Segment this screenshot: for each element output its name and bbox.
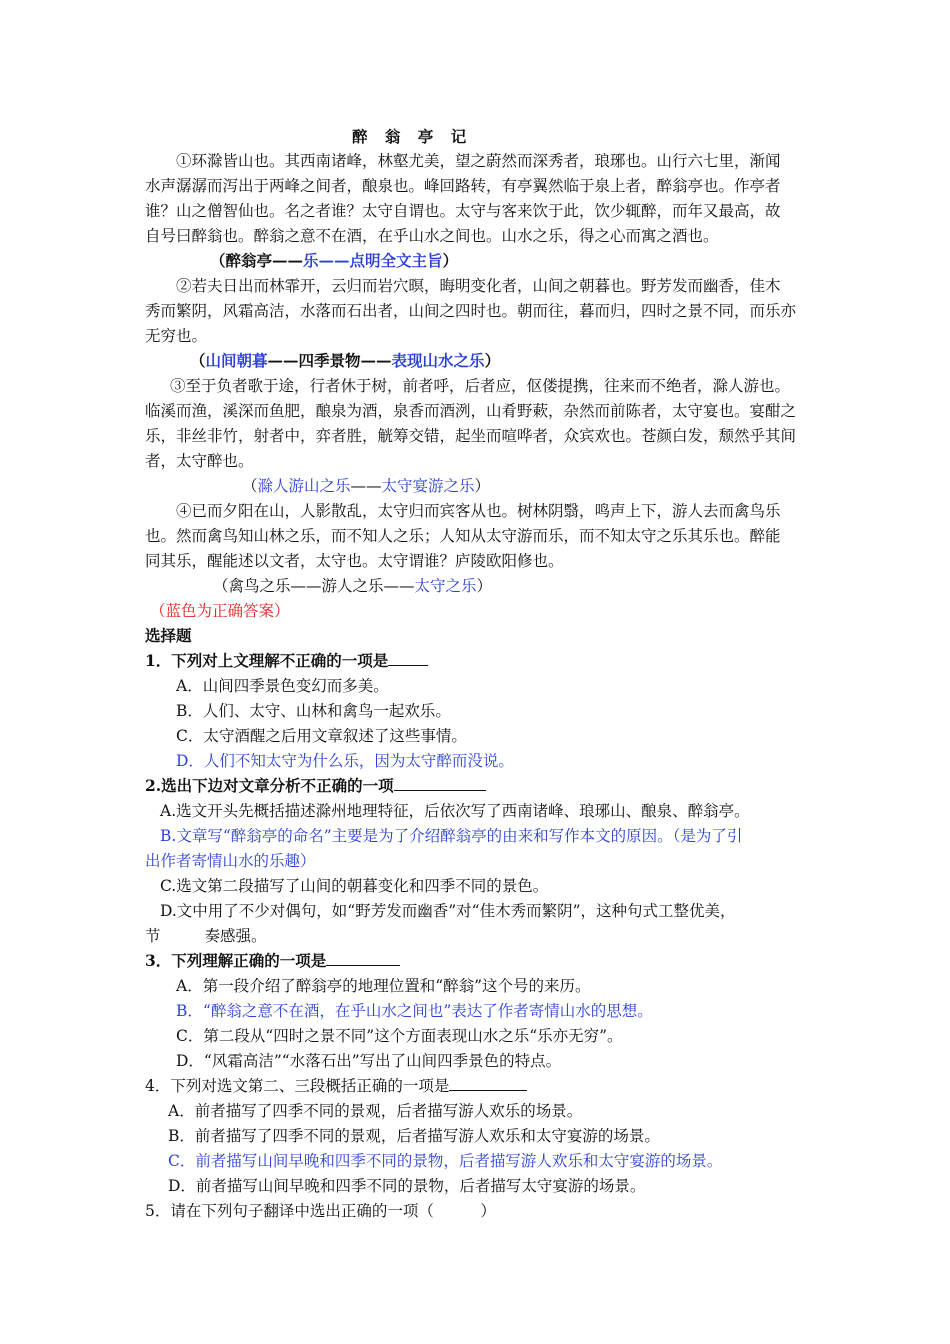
note2-close: ） <box>484 351 501 370</box>
q3-stem <box>145 950 810 972</box>
para2-line1: ②若夫日出而林霏开，云归而岩穴暝，晦明变化者，山间之朝暮也。野芳发而幽香，佳木 <box>176 277 781 295</box>
para3-line4: 者，太守醉也。 <box>145 452 254 470</box>
para4-line2: 也。然而禽鸟知山林之乐，而不知人之乐；人知从太守游而乐，而不知太守之乐其乐也。醉能 <box>145 527 781 545</box>
document-title: 醉 翁 亭 记 <box>352 128 473 146</box>
note1 <box>210 250 875 272</box>
note2-mid: ——四季景物—— <box>267 351 392 370</box>
q2-option-d-line2 <box>145 925 810 947</box>
q1-stem <box>145 650 810 672</box>
note3-blue1: 滁人游山之乐 <box>257 477 351 495</box>
q3-stem-text: 3．下列理解正确的一项是 <box>145 951 327 970</box>
note4-close: ） <box>476 577 493 595</box>
note4-blue: 太守之乐 <box>414 577 477 595</box>
q3-answer-blank <box>326 950 400 966</box>
para1-line1: ①环滁皆山也。其西南诸峰，林壑尤美，望之蔚然而深秀者，琅琊也。山行六七里，渐闻 <box>176 152 781 170</box>
q2-option-c: C.选文第二段描写了山间的朝暮变化和四季不同的景色。 <box>160 877 549 895</box>
q4-option-c: C．前者描写山间早晚和四季不同的景物，后者描写游人欢乐和太守宴游的场景。 <box>168 1152 723 1170</box>
q2-stem <box>145 775 810 797</box>
note3-open: （ <box>242 477 258 495</box>
note2-blue2: 表现山水之乐 <box>391 351 485 370</box>
q1-option-d: D．人们不知太守为什么乐，因为太守醉而没说。 <box>176 752 514 770</box>
q2-option-a: A.选文开头先概括描述滁州地理特征，后依次写了西南诸峰、琅琊山、酿泉、醉翁亭。 <box>160 802 750 820</box>
q1-option-b: B．人们、太守、山林和禽鸟一起欢乐。 <box>176 702 451 720</box>
section-title: 选择题 <box>145 627 192 645</box>
para1-line4: 自号曰醉翁也。醉翁之意不在酒，在乎山水之间也。山水之乐，得之心而寓之酒也。 <box>145 227 719 245</box>
q2-option-d-char: 节 <box>145 927 161 945</box>
q4-option-b: B．前者描写了四季不同的景观，后者描写游人欢乐和太守宴游的场景。 <box>168 1127 660 1145</box>
q2-option-d-line1: D.文中用了不少对偶句，如“野芳发而幽香”对“佳木秀而繁阴”，这种句式工整优美， <box>160 902 736 920</box>
note3-mid: —— <box>350 477 382 495</box>
q2-option-b-line2: 出作者寄情山水的乐趣） <box>145 852 316 870</box>
note3 <box>242 475 907 497</box>
answer-note: （蓝色为正确答案） <box>150 602 290 620</box>
para3-line1: ③至于负者歌于途，行者休于树，前者呼，后者应，伛偻提携，往来而不绝者，滁人游也。 <box>170 377 791 395</box>
q1-option-c: C．太守酒醒之后用文章叙述了这些事情。 <box>176 727 467 745</box>
q5-stem: 5．请在下列句子翻译中选出正确的一项（ ） <box>145 1202 496 1220</box>
para3-line3: 乐，非丝非竹，射者中，弈者胜，觥筹交错，起坐而喧哗者，众宾欢也。苍颜白发，颓然乎其间 <box>145 427 797 445</box>
para2-line2: 秀而繁阴，风霜高洁，水落而石出者，山间之四时也。朝而往，暮而归，四时之景不同，而乐亦 <box>145 302 797 320</box>
q3-option-d: D．“风霜高洁”“水落石出”写出了山间四季景色的特点。 <box>176 1052 562 1070</box>
note4 <box>213 575 878 597</box>
q3-option-c: C．第二段从“四时之景不同”这个方面表现山水之乐“乐亦无穷”。 <box>176 1027 623 1045</box>
q2-answer-blank <box>394 775 486 791</box>
note1-close: ） <box>442 251 459 270</box>
para4-line1: ④已而夕阳在山，人影散乱，太守归而宾客从也。树林阴翳，鸣声上下，游人去而禽鸟乐 <box>176 502 781 520</box>
q4-option-d: D．前者描写山间早晚和四季不同的景物，后者描写太守宴游的场景。 <box>168 1177 646 1195</box>
note1-open: （醉翁亭—— <box>210 251 304 270</box>
q4-option-a: A．前者描写了四季不同的景观，后者描写游人欢乐的场景。 <box>168 1102 583 1120</box>
q1-stem-text: 1．下列对上文理解不正确的一项是 <box>145 651 389 670</box>
q1-answer-blank <box>388 650 428 666</box>
note3-close: ） <box>474 477 491 495</box>
para4-line3: 同其乐，醒能述以文者，太守也。太守谓谁？庐陵欧阳修也。 <box>145 552 564 570</box>
q2-stem-text: 2.选出下边对文章分析不正确的一项 <box>145 776 394 795</box>
q4-stem <box>145 1075 810 1097</box>
q3-option-a: A．第一段介绍了醉翁亭的地理位置和“醉翁”这个号的来历。 <box>176 977 591 995</box>
para1-line3: 谁？山之僧智仙也。名之者谁？太守自谓也。太守与客来饮于此，饮少辄醉，而年又最高，故 <box>145 202 781 220</box>
q4-stem-text: 4．下列对选文第二、三段概括正确的一项是 <box>145 1077 450 1095</box>
q3-option-b: B．“醉翁之意不在酒，在乎山水之间也”表达了作者寄情山水的思想。 <box>176 1002 653 1020</box>
para2-line3: 无穷也。 <box>145 327 208 345</box>
note1-blue: 乐——点明全文主旨 <box>303 251 443 270</box>
q1-option-a: A．山间四季景色变幻而多美。 <box>176 677 389 695</box>
q4-answer-blank <box>449 1075 527 1091</box>
note2 <box>190 350 855 372</box>
note3-blue2: 太守宴游之乐 <box>381 477 475 495</box>
para3-line2: 临溪而渔，溪深而鱼肥，酿泉为酒，泉香而酒洌，山肴野蔌，杂然而前陈者，太守宴也。宴酣之 <box>145 402 797 420</box>
q2-option-b-line1: B.文章写“醉翁亭的命名”主要是为了介绍醉翁亭的由来和写作本文的原因。（是为了引 <box>160 827 743 845</box>
note2-open: （ <box>190 351 206 370</box>
q2-option-d-rest: 奏感强。 <box>204 927 267 945</box>
note2-blue1: 山间朝暮 <box>205 351 268 370</box>
note4-open: （禽鸟之乐——游人之乐—— <box>213 577 415 595</box>
para1-line2: 水声潺潺而泻出于两峰之间者，酿泉也。峰回路转，有亭翼然临于泉上者，醉翁亭也。作亭者 <box>145 177 781 195</box>
